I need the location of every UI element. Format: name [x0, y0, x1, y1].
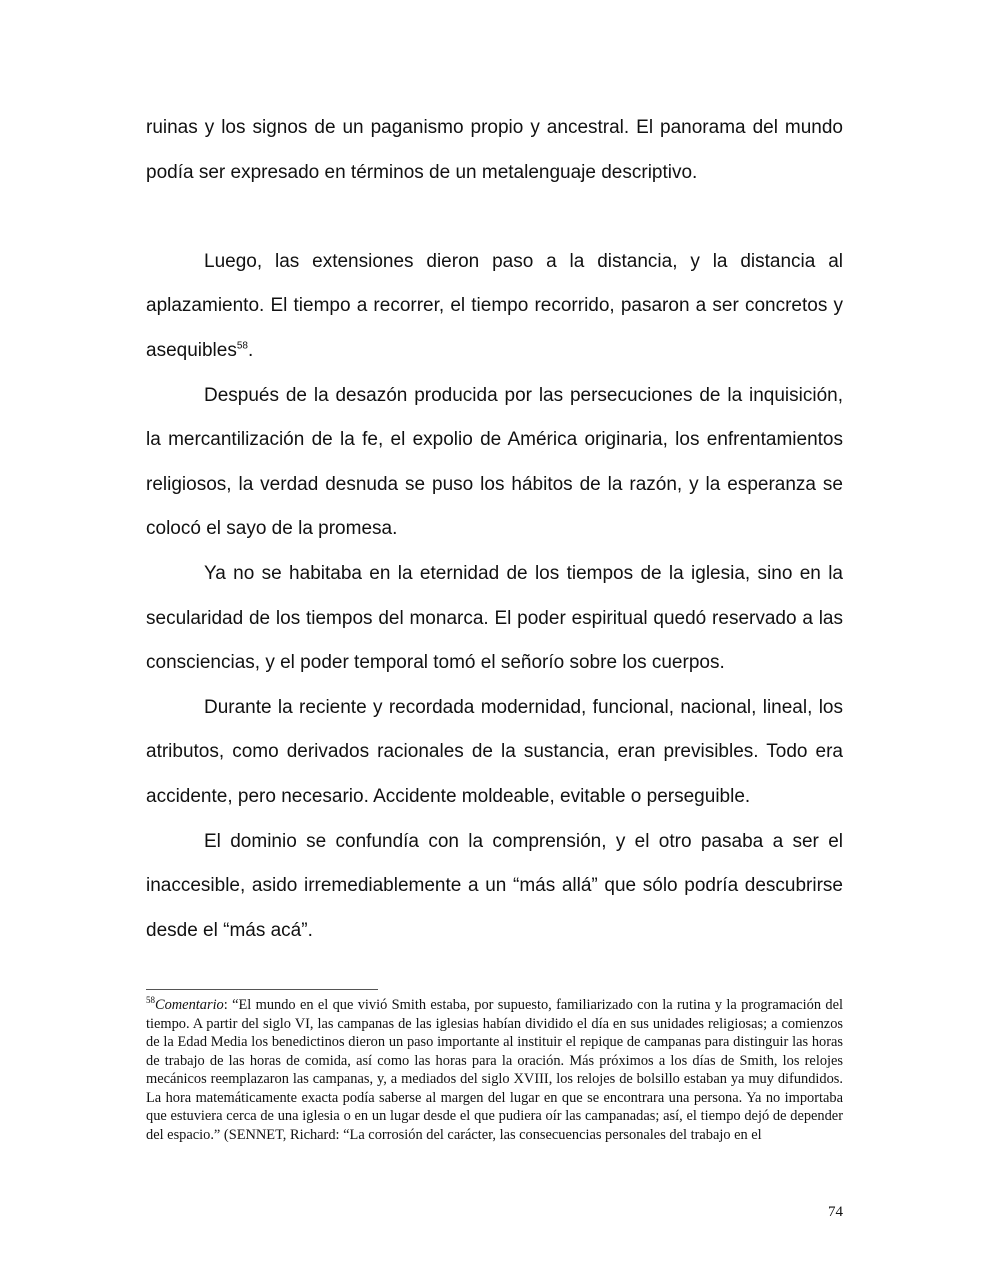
paragraph-continuation: ruinas y los signos de un paganismo propio y ancestral. El panorama del mundo podía ser expresado en términos de un metalenguaje descriptivo.	[146, 117, 843, 183]
paragraph-1	[146, 240, 843, 374]
paragraph-1-text: Luego, las extensiones dieron paso a la distancia, y la distancia al aplazamiento. El tiempo a recorrer, el tiempo recorrido, pasaron a ser concretos y asequibles	[146, 250, 843, 361]
footnote-label: Comentario	[155, 997, 224, 1013]
footnote	[146, 996, 843, 1144]
paragraph-5: El dominio se confundía con la comprensión, y el otro pasaba a ser el inaccesible, asido irremediablemente a un “más allá” que sólo podría descubrirse desde el “más acá”.	[146, 830, 843, 941]
footnote-number: 58	[146, 995, 155, 1006]
body-text	[146, 106, 843, 953]
footnote-text: : “El mundo en el que vivió Smith estaba, por supuesto, familiarizado con la rutina y la programación del tiempo. A partir del siglo VI, las campanas de las iglesias habían dividido el día en sus unidades religiosas; a comienzos de la Edad Media los benedictinos dieron un paso importante al instituir el repique de campanas para distinguir las horas de trabajo de las horas de comida, así como las horas para la oración. Más próximos a los días de Smith, los relojes mecánicos reemplazaron las campanas, y, a mediados del siglo XVIII, los relojes de bolsillo estaban ya muy difundidos. La hora matemáticamente exacta podía saberse al margen del lugar en que se encontrara una persona. Ya no importaba que estuviera cerca de una iglesia o en un lugar desde el que pudiera oír las campanadas; así, el tiempo dejó de depender del espacio.” (SENNET, Richard: “La corrosión del carácter, las consecuencias personales del trabajo en el	[146, 997, 843, 1143]
paragraph-gap	[146, 195, 843, 240]
footnote-separator	[146, 989, 378, 990]
page-number: 74	[828, 1204, 843, 1220]
paragraph-1-end: .	[247, 339, 254, 361]
paragraph-4: Durante la reciente y recordada modernidad, funcional, nacional, lineal, los atributos, como derivados racionales de la sustancia, eran previsibles. Todo era accidente, pero necesario. Accidente moldeable, evitable o perseguible.	[146, 696, 843, 807]
paragraph-3: Ya no se habitaba en la eternidad de los tiempos de la iglesia, sino en la secularidad de los tiempos del monarca. El poder espiritual quedó reservado a las consciencias, y el poder temporal tomó el señorío sobre los cuerpos.	[146, 562, 843, 674]
paragraph-2: Después de la desazón producida por las persecuciones de la inquisición, la mercantilización de la fe, el expolio de América originaria, los enfrentamientos religiosos, la verdad desnuda se puso los hábitos de la razón, y la esperanza se colocó el sayo de la promesa.	[146, 384, 843, 540]
footnote-reference[interactable]: 58	[236, 340, 248, 352]
